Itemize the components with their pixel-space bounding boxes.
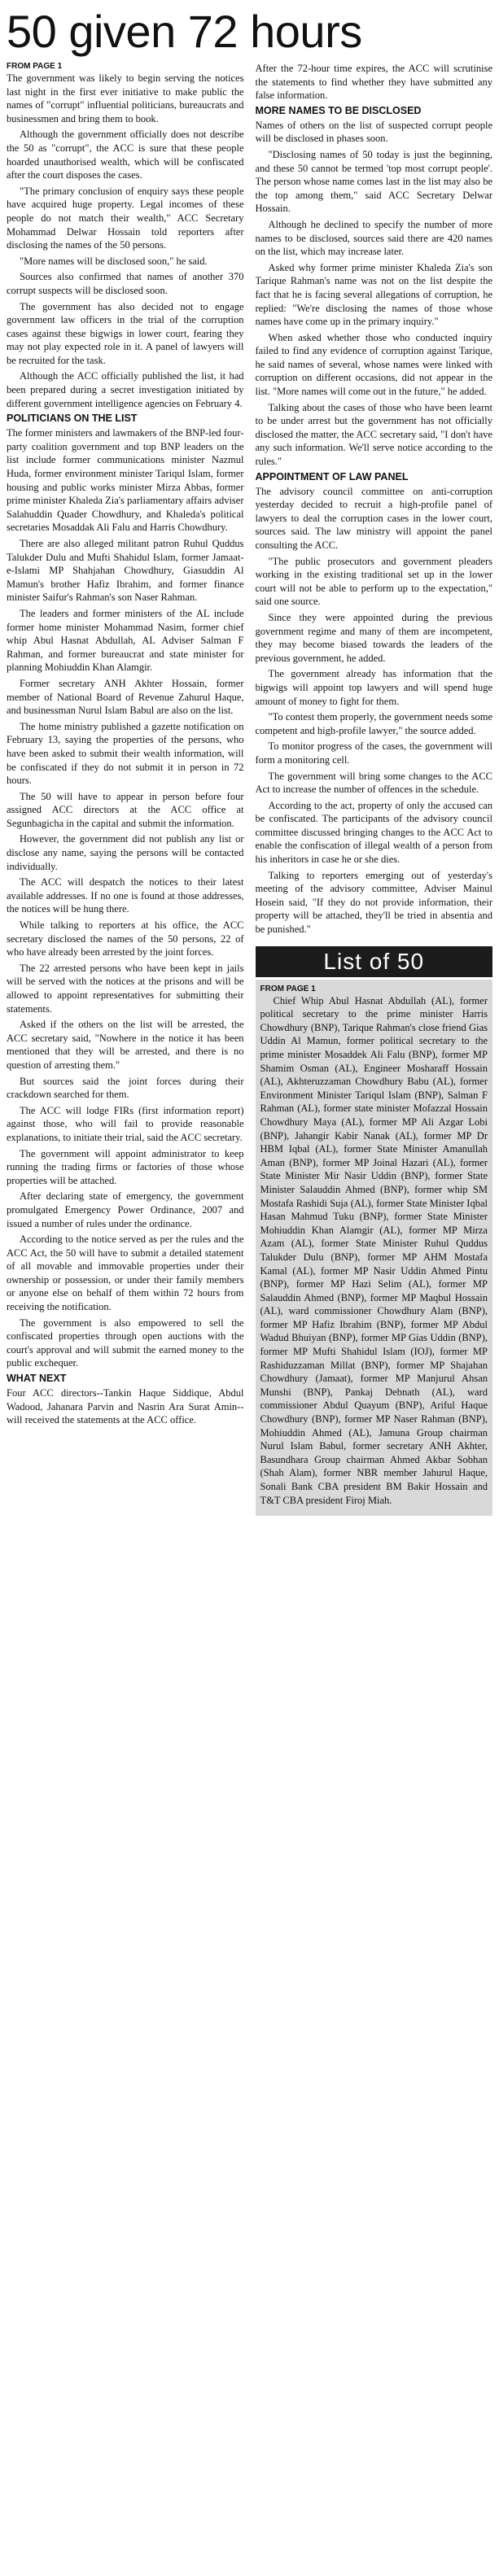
article-paragraph: The government was likely to begin serving the notices last night in the first ever initiative to make public the names of "corrupt" influential politicians, bureaucrats and businessmen and bring them to book. xyxy=(7,72,244,124)
article-paragraph: To monitor progress of the cases, the government will form a monitoring cell. xyxy=(255,740,492,766)
article-paragraph: After the 72-hour time expires, the ACC will scrutinise the statements to find whether they have submitted any false information. xyxy=(255,63,492,102)
left-paragraphs-a xyxy=(7,72,244,410)
article-paragraph: Since they were appointed during the previous government regime and many of them are incompetent, they may become biased towards the leaders of the previous government, he added. xyxy=(255,611,492,664)
article-paragraph: While talking to reporters at his office, the ACC secretary disclosed the names of the 50 persons, 22 of who have already been arrested by the joint forces. xyxy=(7,919,244,958)
article-paragraph: When asked whether those who conducted inquiry failed to find any evidence of corruption against Tarique, he said names of several, whose names were linked with corruption on different occasions, did not appear in the list. "More names will come out in the future," he added. xyxy=(255,331,492,398)
article-paragraph: The advisory council committee on anti-corruption yesterday decided to recruit a high-profile panel of lawyers to deal the corruption cases in the lower court, sources said. The law ministry will appoint the panel consulting the ACC. xyxy=(255,485,492,551)
left-column xyxy=(7,62,244,2573)
list-of-50-sidebar xyxy=(256,946,493,1517)
article-paragraph: The leaders and former ministers of the AL include former home minister Mohammad Nasim, former chief whip Abul Hasnat Abdullah, AL Adviser Salman F Rahman, and former bureaucrat and state minister for planning Mohiuddin Khan Alamgir. xyxy=(7,607,244,674)
article-body xyxy=(0,62,499,2573)
article-paragraph: The government already has information that the bigwigs will appoint top lawyers and will spend huge amount of money to fight for them. xyxy=(255,668,492,707)
article-paragraph: However, the government did not publish any list or disclose any name, saying the persons will be contacted individually. xyxy=(7,833,244,872)
article-paragraph: The home ministry published a gazette notification on February 13, saying the properties of the persons, who have been asked to submit their wealth information, will be confiscated if they do not submit it in person in 72 hours. xyxy=(7,720,244,787)
article-paragraph: Former secretary ANH Akhter Hossain, former member of National Board of Revenue Zahurul Haque, and businessman Nurul Islam Babul are also on the list. xyxy=(7,677,244,717)
article-paragraph: According to the act, property of only the accused can be confiscated. The participants of the advisory council committee discussed bringing changes to the ACC Act to enable the confiscation of illegal wealth of a person from his inheritors in case he or she dies. xyxy=(255,799,492,866)
article-paragraph: The 22 arrested persons who have been kept in jails will be served with the notices at the prisons and will be allowed to appoint representatives for submitting their statements. xyxy=(7,962,244,1015)
left-paragraphs-b xyxy=(7,426,244,1370)
subheading-appointment: APPOINTMENT OF LAW PANEL xyxy=(255,470,409,482)
right-paragraphs-b xyxy=(256,119,493,469)
article-paragraph: But sources said the joint forces during their crackdown searched for them. xyxy=(7,1075,244,1101)
article-paragraph: Although the government officially does not describe the 50 as "corrupt", the ACC is sure that these people hoarded unauthorised wealth, which will be confiscated after the court disposes the cases. xyxy=(7,129,244,181)
article-paragraph: The government has also decided not to engage government law officers in the trial of the corruption cases against these bigwigs in lower court, fearing they may not play expected role in it. A panel of lawyers will be recruited for the task. xyxy=(7,300,244,366)
sidebar-from-label: FROM PAGE 1 xyxy=(260,984,316,993)
right-paragraphs-c xyxy=(256,485,493,937)
article-paragraph: "The public prosecutors and government pleaders working in the existing traditional set up in the lower court will not be able to perform up to the expectation," said one source. xyxy=(255,555,492,608)
article-paragraph: Although he declined to specify the number of more names to be disclosed, sources said there are 420 names on the list, which may increase later. xyxy=(255,218,492,258)
left-paragraphs-c xyxy=(7,1386,244,1427)
right-column xyxy=(256,62,493,2573)
sidebar-title: List of 50 xyxy=(256,946,493,977)
article-paragraph: Talking to reporters emerging out of yesterday's meeting of the advisory committee, Adviser Mainul Hosein said, "If they do not provide information, their property will be attached, they'll be tried in absentia and be punished." xyxy=(255,869,492,936)
article-paragraph: The ACC will despatch the notices to their latest available addresses. If no one is found at those addresses, the notices will be hung there. xyxy=(7,876,244,915)
article-paragraph: The government will bring some changes to the ACC Act to increase the number of offences in the schedule. xyxy=(255,770,492,796)
article-paragraph: Four ACC directors--Tankin Haque Siddique, Abdul Wadood, Jahanara Parvin and Nasrin Ara Surat Amin--will received the statements at the ACC office. xyxy=(7,1387,244,1426)
article-paragraph: The 50 will have to appear in person before four assigned ACC directors at the ACC office at Segunbagicha in the capital and submit the information. xyxy=(7,790,244,829)
article-paragraph: Asked if the others on the list will be arrested, the ACC secretary said, "Nowhere in the notice it has been mentioned that they will be arrested, and there is no question of arresting them." xyxy=(7,1019,244,1071)
article-paragraph: After declaring state of emergency, the government promulgated Emergency Power Ordinance, 2007 and issued a number of rules under the ordinance. xyxy=(7,1190,244,1229)
right-paragraphs-a xyxy=(256,62,493,103)
article-paragraph: The government is also empowered to sell the confiscated properties through open auctions with the court's approval and will submit the earned money to the public exchequer. xyxy=(7,1316,244,1369)
article-paragraph: "To contest them properly, the government needs some competent and high-profile lawyer," the source added. xyxy=(255,711,492,736)
article-paragraph: The government will appoint administrator to keep running the trading firms or factories of those whose properties will be attached. xyxy=(7,1147,244,1186)
article-paragraph: "More names will be disclosed soon," he said. xyxy=(20,255,208,267)
headline: 50 given 72 hours xyxy=(7,6,362,57)
article-paragraph: Names of others on the list of suspected corrupt people will be disclosed in phases soon. xyxy=(255,119,492,145)
article-paragraph: "Disclosing names of 50 today is just the beginning, and these 50 cannot be termed 'top most corrupt people'. The person whose name comes last in the list may also be the top among them," said ACC Secretary Delwar Hossain. xyxy=(255,148,492,215)
subheading-what-next: WHAT NEXT xyxy=(7,1373,67,1385)
article-paragraph: Talking about the cases of those who have been learnt to be under arrest but the government has not officially disclosed the matter, the ACC secretary said, "I don't have any such information. We'll serve notice according to the rules." xyxy=(255,401,492,468)
article-paragraph: Although the ACC officially published the list, it had been prepared during a secret investigation initiated by different government intelligence agencies on February 4. xyxy=(7,370,244,409)
article-paragraph: Sources also confirmed that names of another 370 corrupt suspects will be disclosed soon. xyxy=(7,271,244,296)
article-paragraph: Asked why former prime minister Khaleda Zia's son Tarique Rahman's name was not on the list despite the fact that he is facing several allegations of corruption, he replied: "We're disclosing the names of those whose names have come up in the primary inquiry." xyxy=(255,261,492,328)
sidebar-body xyxy=(256,980,493,1517)
subheading-politicians: POLITICIANS ON THE LIST xyxy=(7,413,138,425)
article-paragraph: There are also alleged militant patron Ruhul Quddus Talukder Dulu and Mufti Shahidul Islam, former Jamaat-e-Islami MP Shahjahan Chowdhury, Giasuddin Al Mamun's brother Hafiz Ibrahim, and former finance minister Saifur's Rahman's son Naser Rahman. xyxy=(7,538,244,604)
article-paragraph: The ACC will lodge FIRs (first information report) against those, who will fail to provide reasonable explanations, to initiate their trial, said the ACC secretary. xyxy=(7,1104,244,1143)
subheading-more-names: MORE NAMES TO BE DISCLOSED xyxy=(255,104,422,116)
article-paragraph: The former ministers and lawmakers of the BNP-led four-party coalition government and top BNP leaders on the list include former communications minister Nazmul Huda, former environment minister Tariqul Islam, former housing and public works minister Mirza Abbas, former prime minister Khaleda Zia's parliamentary affairs adviser Salahuddin Quader Chowdhury, and Khaleda's political secretaries Mosaddak Ali Falu and Harris Chowdhury. xyxy=(7,427,244,534)
article-paragraph: "The primary conclusion of enquiry says these people have acquired huge property. Legal incomes of these people do not match their wealth," ACC Secretary Mohammad Delwar Hossain told reporters after disclosing the names of the 50 persons. xyxy=(7,185,244,251)
from-page-label: FROM PAGE 1 xyxy=(7,62,63,71)
sidebar-names-text: Chief Whip Abul Hasnat Abdullah (AL), former political secretary to the prime minister Harris Chowdhury (BNP), Tarique Rahman's close friend Gias Uddin Al Mamun, former political secretary to the prime minister Mosaddek Ali Falu (BNP), former MP Shamim Osman (AL), Engineer Mosharaff Hossain (AL), Akhteruzzaman Chowdhury Babu (AL), former Environment Minister Tariqul Islam (BNP), Salman F Rahman (AL), former state minister Mofazzal Hossain Chowdhury Maya (AL), former MP Ali Azgar Lobi (BNP), Jahangir Kabir Nanak (AL), former MP Dr HBM Iqbal (AL), former State Minister Amanullah Aman (BNP), former MP Joinal Hazari (AL), former State Minister Mir Nasir Uddin (BNP), former State Minister Salauddin Ahmed (BNP), former whip SM Mostafa Rashidi Suja (AL), former State Minister Iqbal Hasan Mahmud Tuku (BNP), former State Minister Mohiuddin Khan Alamgir (AL), former MP Mirza Azam (AL), former State Minister Ruhul Quddus Talukder Dulu (BNP), former MP AHM Mostafa Kamal (AL), former MP Nasir Uddin Ahmed Pintu (BNP), former MP Hazi Selim (AL), former MP Salauddin Ahmed (BNP), former MP Maqbul Hossain (AL), ward commissioner Chowdhury Alam (BNP), former MP Hafiz Ibrahim (BNP), former MP Abdul Wadud Bhuiyan (BNP), former MP Gias Uddin (BNP), former MP Mufti Shahidul Islam (IOJ), former MP Rashiduzzaman Millat (BNP), former MP Shajahan Chowdhury (Jamaat), former MP Manjurul Ahsan Munshi (BNP), Pankaj Debnath (AL), ward commissioner Abdul Quayum (BNP), Ariful Haque Chowdhury (BNP), former MP Naser Rahman (BNP), Mohiuddin Ahmed (AL), Jamuna Group chairman Nurul Islam Babul, former secretary ANH Akhter, Basundhara Group chairman Ahmed Akbar Sobhan (Shah Alam), former NBR member Jahurul Haque, Sonali Bank CBA president BM Bakir Hossain and T&T CBA president Firoj Miah. xyxy=(260,994,488,1506)
article-paragraph: According to the notice served as per the rules and the ACC Act, the 50 will have to submit a detailed statement of all movable and immovable properties under their ownership or possession, or under their family members or anyone else on behalf of them within 72 hours from receiving the notification. xyxy=(7,1233,244,1313)
